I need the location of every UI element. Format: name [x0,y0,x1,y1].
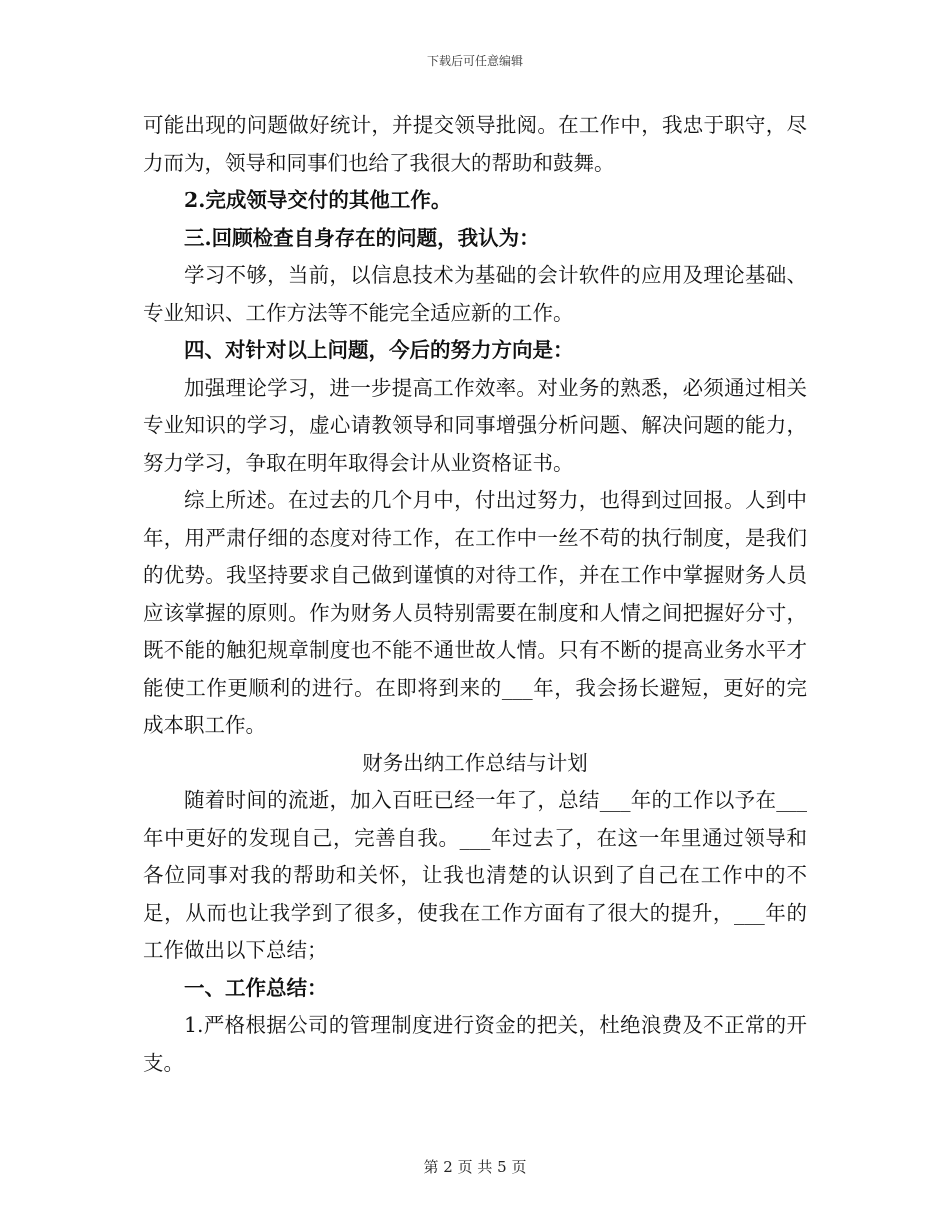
item-2-heading: 2.完成领导交付的其他工作。 [184,188,452,212]
item-1-paragraph: 1.严格根据公司的管理制度进行资金的把关，杜绝浪费及不正常的开支。 [143,1013,807,1075]
intro-paragraph: 随着时间的流逝，加入百旺已经一年了，总结___年的工作以予在___年中更好的发现自己，完善自我。___年过去了，在这一年里通过领导和各位同事对我的帮助和关怀，让我也清楚的认识到了自己在工作中的不足，从而也让我学到了很多，使我在工作方面有了很大的提升，___年的工作做出以下总结； [143,788,807,962]
paragraph-continuation: 可能出现的问题做好统计，并提交领导批阅。在工作中，我忠于职守，尽力而为，领导和同事们也给了我很大的帮助和鼓舞。 [143,113,807,175]
page-header: 下载后可任意编辑 [426,54,523,68]
section-3-paragraph: 学习不够，当前，以信息技术为基础的会计软件的应用及理论基础、专业知识、工作方法等不能完全适应新的工作。 [143,263,807,325]
section-1-heading: 一、工作总结： [184,975,328,1000]
section-3-heading: 三.回顾检查自身存在的问题，我认为： [184,225,540,250]
document-body [143,107,807,1082]
document-title: 财务出纳工作总结与计划 [362,750,588,775]
page-footer: 第 2 页 共 5 页 [423,1158,527,1176]
summary-paragraph: 综上所述。在过去的几个月中，付出过努力，也得到过回报。人到中年，用严肃仔细的态度对待工作，在工作中一丝不苟的执行制度，是我们的优势。我坚持要求自己做到谨慎的对待工作，并在工作中掌握财务人员应该掌握的原则。作为财务人员特别需要在制度和人情之间把握好分寸，既不能的触犯规章制度也不能不通世故人情。只有不断的提高业务水平才能使工作更顺利的进行。在即将到来的___年，我会扬长避短，更好的完成本职工作。 [143,488,807,737]
section-4-heading: 四、对针对以上问题，今后的努力方向是： [184,338,574,362]
section-4-paragraph: 加强理论学习，进一步提高工作效率。对业务的熟悉，必须通过相关专业知识的学习，虚心请教领导和同事增强分析问题、解决问题的能力，努力学习，争取在明年取得会计从业资格证书。 [143,375,807,475]
